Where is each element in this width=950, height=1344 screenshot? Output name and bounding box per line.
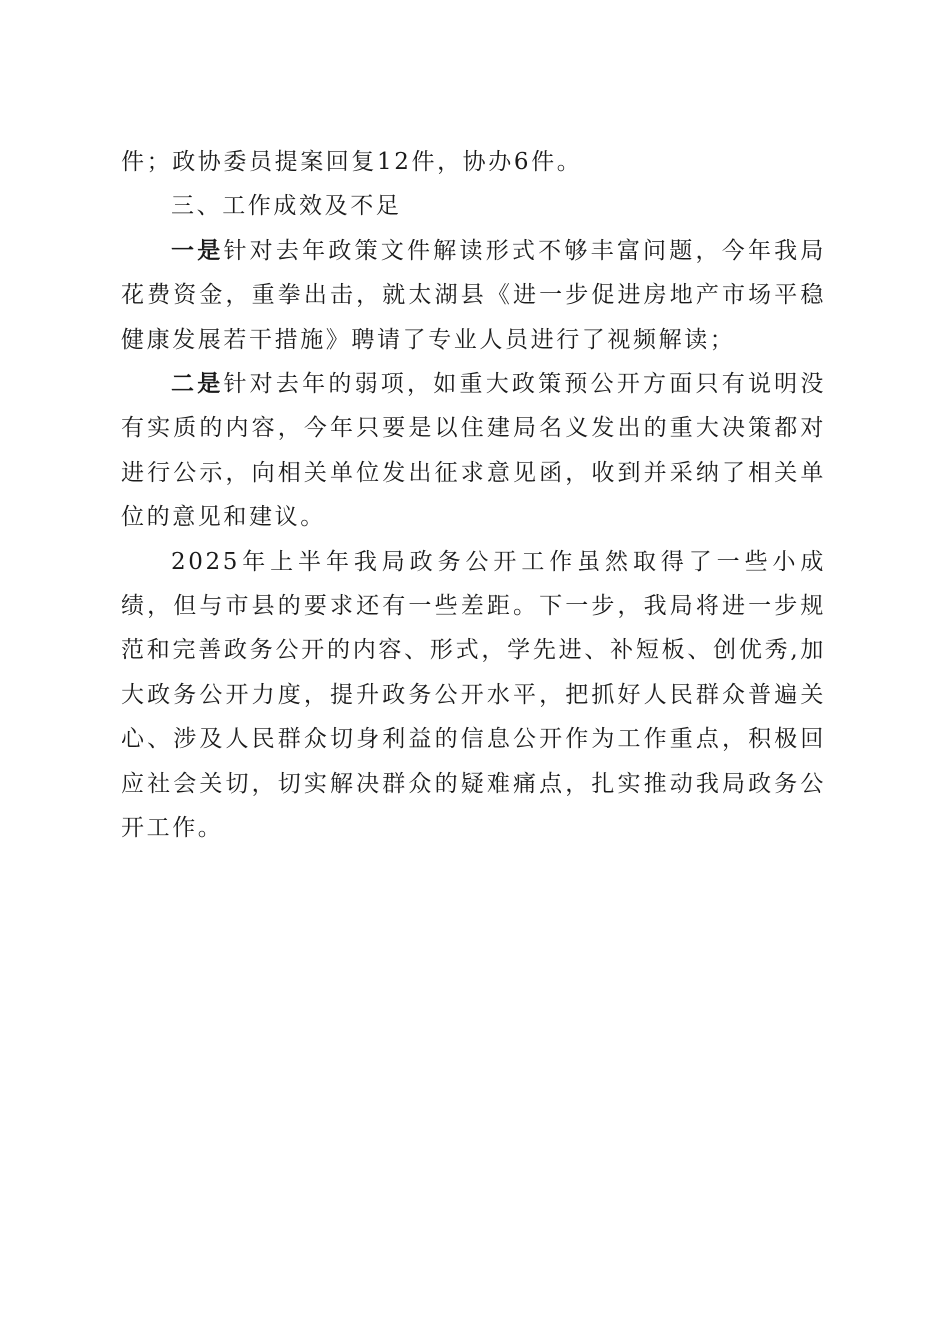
point-two-lead: 二是 (171, 371, 224, 398)
point-one-paragraph (121, 229, 826, 362)
point-two-text: 针对去年的弱项，如重大政策预公开方面只有说明没有实质的内容，今年只要是以住建局名义发出的重大决策都对进行公示，向相关单位发出征求意见函，收到并采纳了相关单位的意见和建议。 (121, 371, 826, 531)
point-one-lead: 一是 (171, 237, 224, 264)
summary-paragraph: 2025年上半年我局政务公开工作虽然取得了一些小成绩，但与市县的要求还有一些差距。下一步，我局将进一步规范和完善政务公开的内容、形式，学先进、补短板、创优秀,加大政务公开力度，提升政务公开水平，把抓好人民群众普遍关心、涉及人民群众切身利益的信息公开作为工作重点，积极回应社会关切，切实解决群众的疑难痛点，扎实推动我局政务公开工作。 (121, 548, 826, 842)
document-page (121, 140, 826, 851)
point-one-text: 针对去年政策文件解读形式不够丰富问题，今年我局花费资金，重拳出击，就太湖县《进一步促进房地产市场平稳健康发展若干措施》聘请了专业人员进行了视频解读； (121, 237, 826, 353)
section-heading: 三、工作成效及不足 (171, 193, 402, 220)
continuation-paragraph: 件；政协委员提案回复12件，协办6件。 (121, 149, 583, 175)
point-two-paragraph (121, 362, 826, 540)
